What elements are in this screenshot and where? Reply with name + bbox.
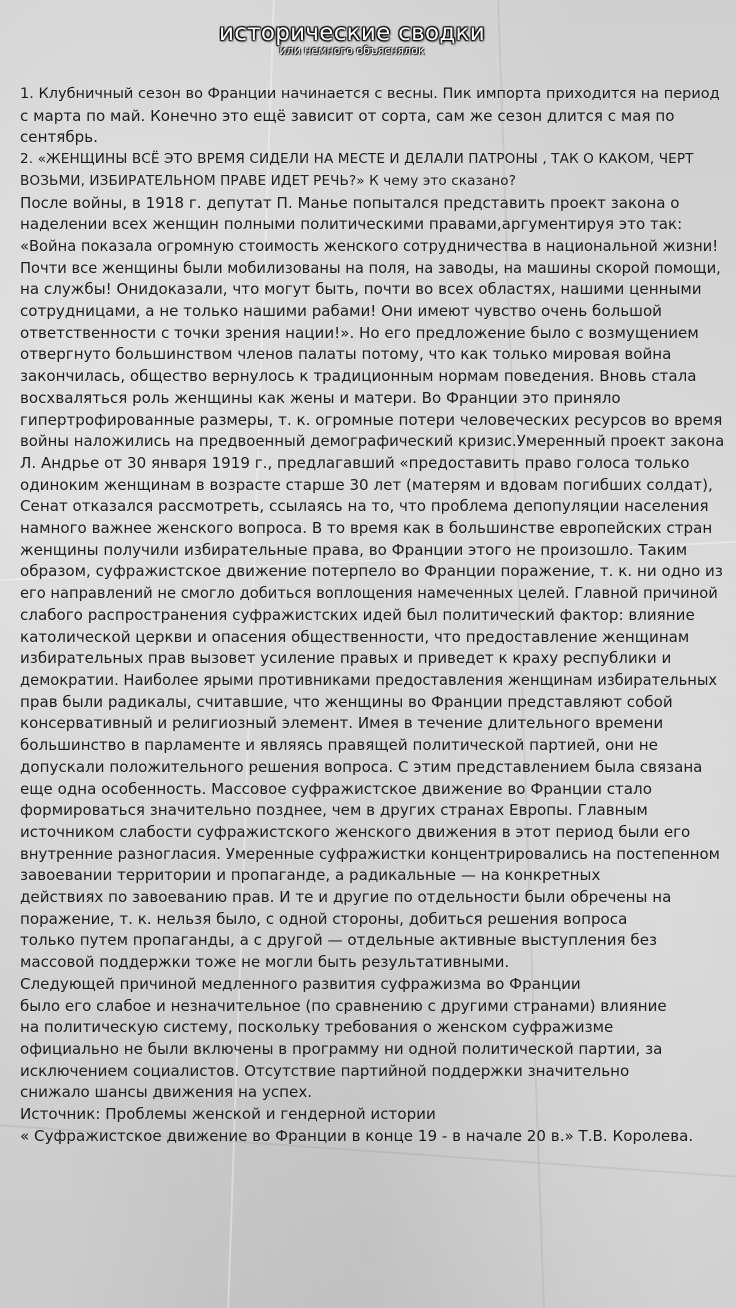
text-line: После войны, в 1918 г. депутат П. Манье попытался представить проект закона о [20,193,680,212]
text-line: его направлений не смогло добиться воплощения намеченных целей. Главной причиной [20,585,718,603]
source-line: Источник: Проблемы женской и гендерной истории [20,1105,436,1124]
text-line: допускали положительного решения вопроса. С этим представлением была связана [20,757,703,776]
text-line: сотрудницами, а не только нашими рабами! Они имеют чувство очень большой [20,302,662,321]
text-line: с марта по май. Конечно это ещё зависит от сорта, сам же сезон длится с мая по [20,106,675,125]
text-line: только путем пропаганды, а с другой — отдельные активные выступления без [20,931,658,950]
page-subtitle: или немного объяснялок [279,44,425,57]
text-line: сентябрь. [20,128,98,147]
text-line: было его слабое и незначительное (по сравнению с другими странами) влияние [20,996,667,1015]
text-line: прав были радикалы, считавшие, что женщины во Франции представляют собой [20,692,673,711]
text-line: гипертрофированные размеры, т. к. огромные потери человеческих ресурсов во время [20,410,723,429]
text-line: 2. «ЖЕНЩИНЫ ВСЁ ЭТО ВРЕМЯ СИДЕЛИ НА МЕСТЕ И ДЕЛАЛИ ПАТРОНЫ , ТАК О КАКОМ, ЧЕРТ [20,151,694,168]
text-line: снижало шансы движения на успех. [20,1083,313,1102]
text-line: консервативный и религиозный элемент. Имея в течение длительного времени [20,714,664,733]
text-line: Следующей причиной медленного развития суфражизма во Франции [20,974,581,993]
text-line: избирательных прав вызовет усиление правых и приведет к краху республики и [20,649,672,668]
text-line: закончилась, общество вернулось к традиционным нормам поведения. Вновь стала [20,367,697,386]
text-line: слабого распространения суфражистских идей был политический фактор: влияние [20,605,695,624]
text-line: большинство в парламенте и являясь правящей политической партией, они не [20,736,658,755]
text-line: исключением социалистов. Отсутствие партийной поддержки значительно [20,1061,630,1080]
text-line: войны наложились на предвоенный демографический кризис.Умеренный проект закона [20,432,725,451]
text-line: женщины получили избирательные права, во Франции этого не произошло. Таким [20,540,688,559]
text-line: «Война показала огромную стоимость женского сотрудничества в национальной жизни! [20,237,719,255]
text-line: Сенат отказался рассмотреть, ссылаясь на то, что проблема депопуляции населения [20,497,709,516]
text-line: действиях по завоеванию прав. И те и другие по отдельности были обречены на [20,888,672,907]
text-line: отвергнуто большинством членов палаты потому, что как только мировая война [20,345,672,364]
article-body [20,84,724,1147]
text-line: на службы! Онидоказали, что могут быть, почти во всех областях, нашими ценными [20,280,702,299]
text-line: формироваться значительно позднее, чем в других странах Европы. Главным [20,801,648,820]
header [0,18,736,58]
text-line: одиноким женщинам в возрасте старше 30 лет (матерям и вдовам погибших солдат), [20,475,713,494]
text-line: ответственности с точки зрения нации!». Но его предложение было с возмущением [20,323,699,342]
text-line: образом, суфражистское движение потерпело во Франции поражение, т. к. ни одно из [20,562,723,581]
text-line: еще одна особенность. Массовое суфражистское движение во Франции стало [20,779,652,798]
text-line: восхваляться роль женщины как жены и матери. Во Франции это приняло [20,388,621,407]
text-line: внутренние разногласия. Умеренные суфражистки концентрировались на постепенном [20,844,720,863]
text-line: поражение, т. к. нельзя было, с одной стороны, добиться решения вопроса [20,909,628,928]
text-line: демократии. Наиболее ярыми противниками предоставления женщинам избирательных [20,671,718,689]
text-line: завоевании территории и пропаганде, а радикальные — на конкретных [20,866,601,885]
source-line: « Суфражистское движение во Франции в конце 19 - в начале 20 в.» Т.В. Королева. [20,1126,694,1145]
text-line: католической церкви и опасения общественности, что предоставление женщинам [20,627,690,646]
text-line: Л. Андрье от 30 января 1919 г., предлагавший «предоставить право голоса только [20,453,690,472]
text-line: массовой поддержки тоже не могли быть результативными. [20,953,510,972]
page-title: исторические сводки [218,20,485,46]
text-line: официально не были включены в программу ни одной политической партии, за [20,1039,663,1058]
text-line: 1. Клубничный сезон во Франции начинается с весны. Пик импорта приходится на период [20,86,720,102]
text-line: ВОЗЬМИ, ИЗБИРАТЕЛЬНОМ ПРАВЕ ИДЕТ РЕЧЬ?» К чему это сказано? [20,172,517,189]
text-line: Почти все женщины были мобилизованы на поля, на заводы, на машины скорой помощи, [20,259,721,277]
text-line: на политическую систему, поскольку требования о женском суфражизме [20,1018,614,1037]
text-line: источником слабости суфражистского женского движения в этот период были его [20,822,691,841]
text-line: намного важнее женского вопроса. В то время как в большинстве европейских стран [20,519,713,538]
text-line: наделении всех женщин полными политическими правами,аргументируя это так: [20,215,683,234]
